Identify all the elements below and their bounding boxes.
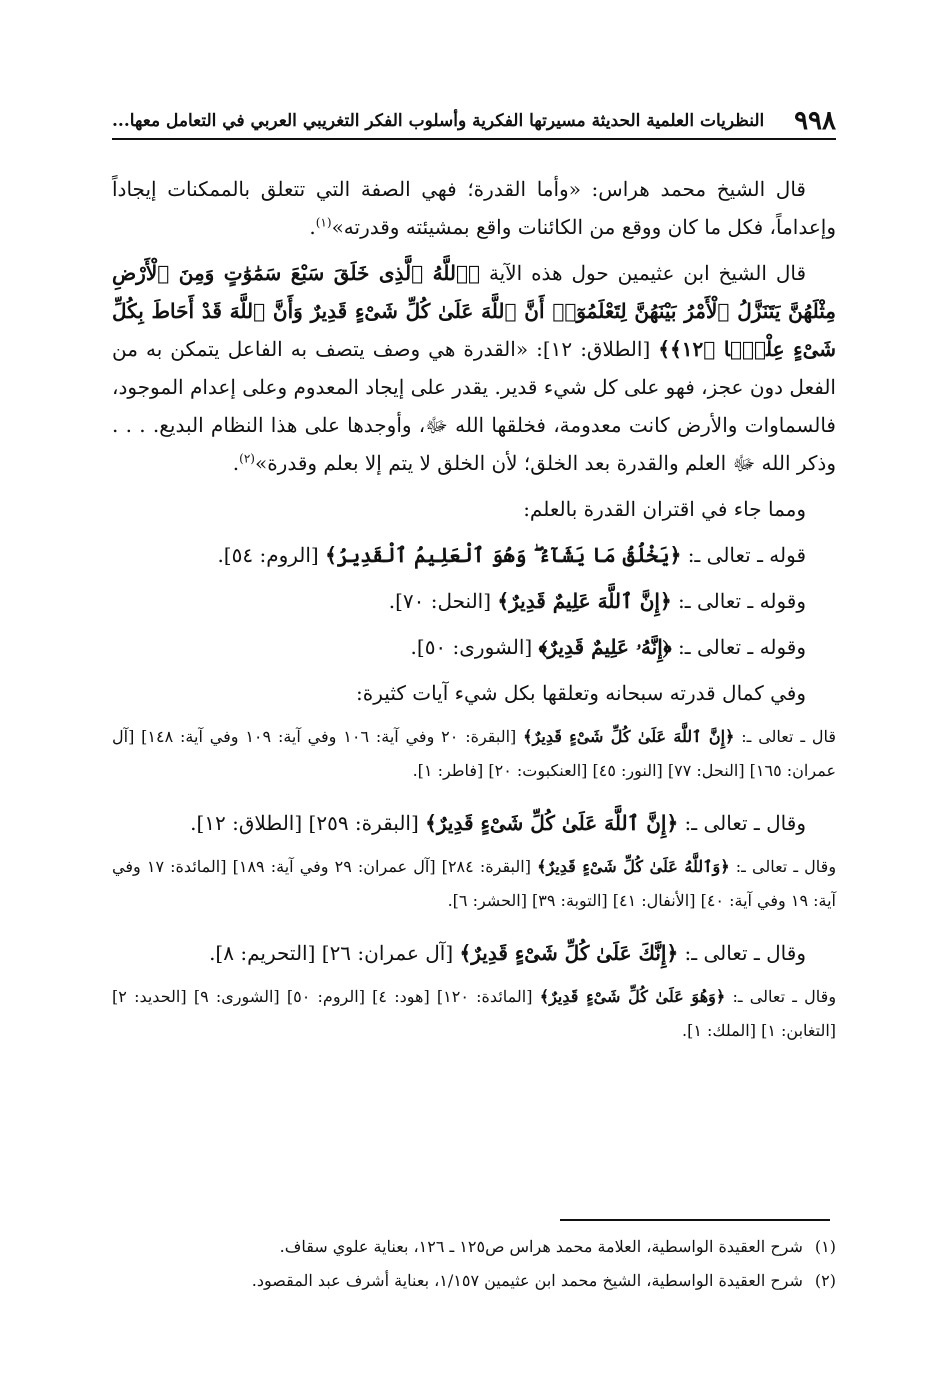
ornate-bracket-open: ﴿ <box>725 727 735 746</box>
verse-intro: وقال ـ تعالى ـ: <box>732 987 837 1006</box>
footnote-ref[interactable]: (١) <box>315 215 332 230</box>
ornate-bracket-open: ﴿ <box>659 589 672 613</box>
verse-intro: وقوله ـ تعالى ـ: <box>678 635 806 659</box>
footnote-number: (٢) <box>814 1271 836 1290</box>
quran-verse: ٱللَّهُ ٱلَّذِى خَلَقَ سَبْعَ سَمَٰوَٰتٍ وَمِنَ ٱلْأَرْضِ مِثْلَهُنَّ يَتَنَزَّلُ ٱلْأَمْرُ بَيْنَهُنَّ لِتَعْلَمُوٓا۟ أَنَّ ٱللَّهَ عَلَىٰ كُلِّ شَىْءٍ قَدِيرٌ وَأَنَّ ٱللَّهَ قَدْ أَحَاطَ بِكُلِّ شَىْءٍ عِلْمًۢا ﴿١٢﴾ <box>112 261 837 361</box>
running-title: النظريات العلمية الحديثة مسيرتها الفكرية وأسلوب الفكر التغريبي العربي في التعامل معها... <box>112 111 765 131</box>
verse-line <box>112 536 836 574</box>
ornate-bracket-open: ﴿ <box>666 811 679 835</box>
verse-intro: وقال ـ تعالى ـ: <box>735 857 837 876</box>
paragraph-intro-knowledge-power <box>112 490 836 528</box>
verse-reference: [البقرة: ٢٥٩] [الطلاق: ١٢]. <box>190 811 419 835</box>
paragraph-harras-quote <box>112 170 836 246</box>
header-rule <box>112 138 836 140</box>
footnote-text: شرح العقيدة الواسطية، العلامة محمد هراس ص١٢٥ ـ ١٢٦، بعناية علوي سقاف. <box>279 1237 803 1256</box>
main-text <box>112 170 836 1064</box>
quran-verse: وَهُوَ عَلَىٰ كُلِّ شَىْءٍ قَدِيرٌ <box>549 987 716 1006</box>
ornate-bracket-close: ﴾ <box>538 635 548 659</box>
verse-intro: قال ـ تعالى ـ: <box>741 727 837 746</box>
footnote-ref[interactable]: (٢) <box>239 451 255 466</box>
paragraph-text: ومما جاء في اقتران القدرة بالعلم: <box>523 497 806 521</box>
verse-reference: [النحل: ٧٠]. <box>388 589 492 613</box>
ornate-bracket-close: ﴾ <box>537 857 547 876</box>
paragraph-text: وفي كمال قدرته سبحانه وتعلقها بكل شيء آيات كثيرة: <box>356 681 806 705</box>
quran-verse: إِنَّ ٱللَّهَ عَلَىٰ كُلِّ شَىْءٍ قَدِيرٌ <box>532 727 726 746</box>
ornate-bracket-open: ﴿ <box>662 635 672 659</box>
ornate-bracket-close: ﴾ <box>658 337 671 361</box>
footnote-text: شرح العقيدة الواسطية، الشيخ محمد ابن عثيمين ١/١٥٧، بعناية أشرف عبد المقصود. <box>251 1271 803 1290</box>
ornate-bracket-open: ﴿ <box>468 261 481 285</box>
verse-intro: وقال ـ تعالى ـ: <box>684 941 806 965</box>
verse-line <box>112 582 836 620</box>
verse-line-with-references <box>112 720 836 788</box>
footnote-rule <box>560 1219 830 1221</box>
paragraph-text: : «القدرة هي وصف يتصف به الفاعل يتمكن به من الفعل دون عجز، فهو على كل شيء قدير. يقدر على إيجاد المعدوم وعلى إعدام الموجود، فالسماوات والأرض كانت معدومة، فخلقها الله ﷻ، وأوجدها على هذا النظام البديع. . . . وذكر الله ﷻ العلم والقدرة بعد الخلق؛ لأن الخلق لا يتم إلا بعلم وقدرة» <box>112 337 836 475</box>
quran-verse: إِنَّهُۥ عَلِيمٌ قَدِيرٌ <box>547 635 663 659</box>
verse-reference: [البقرة: ٢٨٤] [آل عمران: ٢٩ وفي آية: ١٨٩] [المائدة: ١٧ وفي آية: ١٩ وفي آية: ٤٠] [الأنفال: ٤١] [التوبة: ٣٩] [الحشر: ٦]. <box>112 857 836 910</box>
verse-intro: قوله ـ تعالى ـ: <box>687 543 806 567</box>
verse-line-with-references <box>112 850 836 918</box>
verse-intro: وقال ـ تعالى ـ: <box>684 811 806 835</box>
verse-line <box>112 804 836 842</box>
paragraph-intro: قال الشيخ ابن عثيمين حول هذه الآية <box>488 261 807 285</box>
quran-verse: وَٱللَّهُ عَلَىٰ كُلِّ شَىْءٍ قَدِيرٌ <box>546 857 721 876</box>
verse-line-with-references <box>112 980 836 1048</box>
page-number: ٩٩٨ <box>794 106 836 136</box>
ornate-bracket-close: ﴾ <box>497 589 510 613</box>
period: . <box>232 451 240 475</box>
ornate-bracket-close: ﴾ <box>539 987 550 1006</box>
verse-reference: [الطلاق: ١٢] <box>542 337 651 361</box>
footnote-number: (١) <box>814 1237 836 1256</box>
ornate-bracket-close: ﴾ <box>325 543 337 567</box>
verse-reference: [آل عمران: ٢٦] [التحريم: ٨]. <box>209 941 454 965</box>
verse-line <box>112 628 836 666</box>
footnotes <box>112 1230 836 1298</box>
ornate-bracket-open: ﴿ <box>715 987 726 1006</box>
paragraph-text: قال الشيخ محمد هراس: «وأما القدرة؛ فهي الصفة التي تتعلق بالممكنات إيجاداً وإعداماً، فكل ما كان ووقع من الكائنات واقع بمشيئته وقدرته» <box>112 177 836 239</box>
quran-verse: إِنَّ ٱللَّهَ عَلَىٰ كُلِّ شَىْءٍ قَدِيرٌ <box>436 811 667 835</box>
ornate-bracket-close: ﴾ <box>425 811 437 835</box>
footnote-2 <box>112 1264 836 1298</box>
quran-verse: يَخْلُقُ مَا يَشَآءُ ۖ وَهُوَ ٱلْعَلِيمُ ٱلْقَدِيرُ <box>336 543 670 567</box>
verse-intro: وقوله ـ تعالى ـ: <box>678 589 806 613</box>
verse-reference: [الروم: ٥٤]. <box>217 543 319 567</box>
verse-reference: [البقرة: ٢٠ وفي آية: ١٠٦ وفي آية: ١٠٩ وفي آية: ١٤٨] [آل عمران: ١٦٥] [النحل: ٧٧] [النور: ٤٥] [العنكبوت: ٢٠] [فاطر: ١]. <box>112 727 836 780</box>
ornate-bracket-close: ﴾ <box>523 727 533 746</box>
verse-line <box>112 934 836 972</box>
quran-verse: إِنَّكَ عَلَىٰ كُلِّ شَىْءٍ قَدِيرٌ <box>471 941 667 965</box>
ornate-bracket-open: ﴿ <box>669 543 682 567</box>
paragraph-intro-perfect-power <box>112 674 836 712</box>
quran-verse: إِنَّ ٱللَّهَ عَلِيمٌ قَدِيرٌ <box>509 589 660 613</box>
footnote-1 <box>112 1230 836 1264</box>
ornate-bracket-close: ﴾ <box>459 941 472 965</box>
period: . <box>309 215 316 239</box>
ornate-bracket-open: ﴿ <box>666 941 679 965</box>
running-header <box>112 96 836 136</box>
ornate-bracket-open: ﴿ <box>720 857 730 876</box>
paragraph-uthaymeen-quote <box>112 254 836 482</box>
verse-reference: [المائدة: ١٢٠] [هود: ٤] [الروم: ٥٠] [الشورى: ٩] [الحديد: ٢] [التغابن: ١] [الملك: ١]. <box>112 987 836 1040</box>
verse-reference: [الشورى: ٥٠]. <box>410 635 533 659</box>
